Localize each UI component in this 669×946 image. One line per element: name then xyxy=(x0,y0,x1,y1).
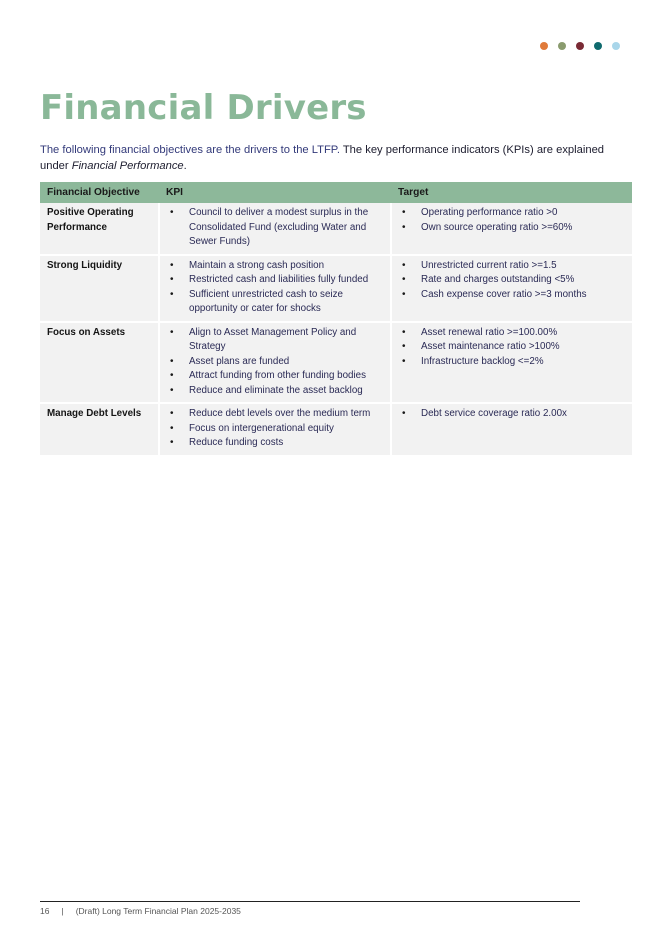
target-list xyxy=(399,206,625,235)
dot-maroon xyxy=(576,42,584,50)
table-row xyxy=(40,322,632,404)
kpi-item: • Council to deliver a modest surplus in the Consolidated Fund (excluding Water and Sewer Funds) xyxy=(167,206,383,250)
intro-end: . xyxy=(183,160,187,172)
page-title: Financial Drivers xyxy=(40,88,367,128)
target-cell xyxy=(391,203,632,255)
kpi-item: • Reduce funding costs xyxy=(167,436,383,451)
kpi-cell xyxy=(159,403,391,456)
header-kpi: KPI xyxy=(159,182,391,203)
kpi-cell xyxy=(159,322,391,404)
target-item: • Cash expense cover ratio >=3 months xyxy=(399,288,625,303)
target-cell xyxy=(391,403,632,456)
kpi-cell xyxy=(159,203,391,255)
kpi-item: • Focus on intergenerational equity xyxy=(167,422,383,437)
target-cell xyxy=(391,322,632,404)
financial-drivers-table xyxy=(40,182,632,457)
target-list xyxy=(399,326,625,370)
target-item: • Operating performance ratio >0 xyxy=(399,206,625,221)
objective-cell: Manage Debt Levels xyxy=(40,403,159,456)
target-list xyxy=(399,407,625,422)
decorative-dots xyxy=(540,42,620,50)
kpi-list xyxy=(167,326,383,399)
target-item: • Own source operating ratio >=60% xyxy=(399,221,625,236)
target-cell xyxy=(391,255,632,322)
kpi-item: • Sufficient unrestricted cash to seize opportunity or cater for shocks xyxy=(167,288,383,317)
dot-light-blue xyxy=(612,42,620,50)
kpi-item: • Align to Asset Management Policy and Strategy xyxy=(167,326,383,355)
header-target: Target xyxy=(391,182,632,203)
dot-olive xyxy=(558,42,566,50)
table-row xyxy=(40,203,632,255)
kpi-item: • Asset plans are funded xyxy=(167,355,383,370)
header-objective: Financial Objective xyxy=(40,182,159,203)
kpi-item: • Attract funding from other funding bodies xyxy=(167,369,383,384)
kpi-item: • Reduce debt levels over the medium term xyxy=(167,407,383,422)
target-item: • Asset renewal ratio >=100.00% xyxy=(399,326,625,341)
intro-paragraph xyxy=(40,142,620,174)
kpi-list xyxy=(167,206,383,250)
kpi-item: • Reduce and eliminate the asset backlog xyxy=(167,384,383,399)
objective-cell: Positive Operating Performance xyxy=(40,203,159,255)
target-item: • Rate and charges outstanding <5% xyxy=(399,273,625,288)
target-item: • Infrastructure backlog <=2% xyxy=(399,355,625,370)
page-footer xyxy=(40,906,241,916)
intro-italic: Financial Performance xyxy=(71,160,184,172)
intro-part1: The following financial objectives are the drivers to the LTFP. xyxy=(40,144,340,156)
kpi-item: • Maintain a strong cash position xyxy=(167,259,383,274)
kpi-list xyxy=(167,407,383,451)
target-item: • Debt service coverage ratio 2.00x xyxy=(399,407,625,422)
target-item: • Unrestricted current ratio >=1.5 xyxy=(399,259,625,274)
target-item: • Asset maintenance ratio >100% xyxy=(399,340,625,355)
intro-part2: The key performance indicators (KPIs) are explained under xyxy=(40,144,605,172)
dot-orange xyxy=(540,42,548,50)
target-list xyxy=(399,259,625,303)
table-row xyxy=(40,255,632,322)
kpi-item: • Restricted cash and liabilities fully funded xyxy=(167,273,383,288)
table-header-row xyxy=(40,182,632,203)
objective-cell: Strong Liquidity xyxy=(40,255,159,322)
footer-divider xyxy=(40,901,580,902)
kpi-list xyxy=(167,259,383,317)
document-title: (Draft) Long Term Financial Plan 2025-2035 xyxy=(75,906,241,916)
kpi-cell xyxy=(159,255,391,322)
footer-separator: | xyxy=(61,906,64,916)
objective-cell: Focus on Assets xyxy=(40,322,159,404)
table-row xyxy=(40,403,632,456)
dot-teal xyxy=(594,42,602,50)
page-number: 16 xyxy=(40,906,50,916)
